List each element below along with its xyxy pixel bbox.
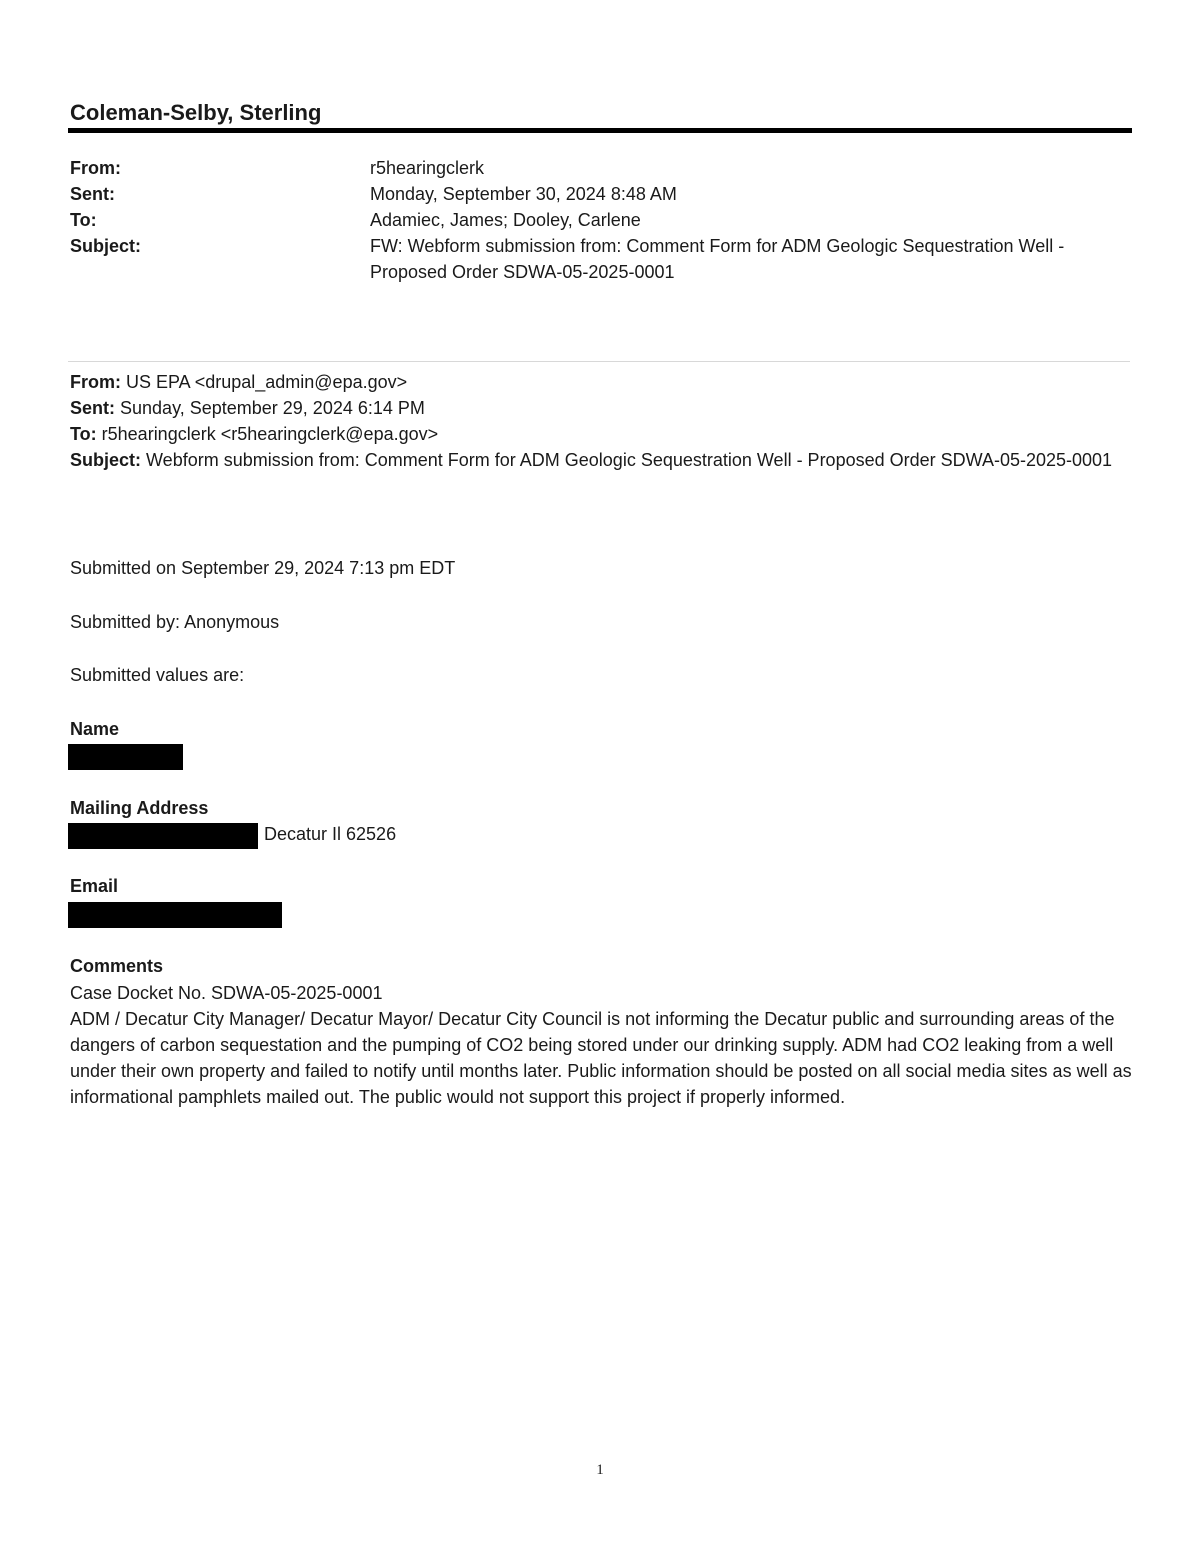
outer-sent-label: Sent: bbox=[70, 184, 115, 204]
forwarded-sent-row bbox=[70, 395, 1130, 421]
submitted-values-line: Submitted values are: bbox=[70, 665, 245, 685]
name-field-label: Name bbox=[70, 719, 120, 739]
submitted-by-line: Submitted by: Anonymous bbox=[70, 612, 280, 632]
outer-to-value: Adamiec, James; Dooley, Carlene bbox=[370, 210, 641, 230]
outer-sent-value: Monday, September 30, 2024 8:48 AM bbox=[370, 184, 677, 204]
mailbox-owner-name: Coleman-Selby, Sterling bbox=[70, 100, 322, 125]
comments-field-label: Comments bbox=[70, 956, 164, 976]
forward-divider bbox=[68, 361, 1130, 362]
mailing-address-redaction bbox=[68, 823, 258, 849]
forwarded-from-label: From: bbox=[70, 372, 126, 392]
email-redaction bbox=[68, 902, 282, 928]
comment-text: ADM / Decatur City Manager/ Decatur Mayor/ Decatur City Council is not informing the Decatur public and surrounding areas of the dangers of carbon sequestation and the pumping of CO2 being stored under our drinking supply. ADM had CO2 leaking from a well under their own property and failed to notify until months later. Public information should be posted on all social media sites as well as informational pamphlets mailed out. The public would not support this project if properly informed. bbox=[70, 1009, 1132, 1107]
forwarded-sent-value: Sunday, September 29, 2024 6:14 PM bbox=[120, 398, 425, 418]
forwarded-to-label: To: bbox=[70, 424, 102, 444]
page-number: 1 bbox=[596, 1462, 604, 1478]
forwarded-subject-value: Webform submission from: Comment Form for ADM Geologic Sequestration Well - Proposed Order SDWA-05-2025-0001 bbox=[146, 450, 1113, 470]
name-redaction bbox=[68, 744, 183, 770]
comments-body bbox=[70, 980, 1132, 1110]
forwarded-to-row bbox=[70, 421, 1130, 447]
outer-from-label: From: bbox=[70, 158, 121, 178]
comment-docket-line: Case Docket No. SDWA-05-2025-0001 bbox=[70, 983, 383, 1003]
mailing-address-label: Mailing Address bbox=[70, 798, 209, 818]
header-divider bbox=[68, 128, 1132, 133]
forwarded-sent-label: Sent: bbox=[70, 398, 121, 418]
email-field-label: Email bbox=[70, 876, 119, 896]
forwarded-from-value: US EPA <drupal_admin@epa.gov> bbox=[126, 372, 408, 392]
forwarded-to-value: r5hearingclerk <r5hearingclerk@epa.gov> bbox=[101, 424, 439, 444]
outer-subject-value: FW: Webform submission from: Comment Form for ADM Geologic Sequestration Well - Proposed Order SDWA-05-2025-0001 bbox=[370, 236, 1065, 282]
mailing-address-city: Decatur Il 62526 bbox=[264, 824, 397, 844]
submitted-on-line: Submitted on September 29, 2024 7:13 pm EDT bbox=[70, 558, 456, 578]
outer-to-label: To: bbox=[70, 210, 97, 230]
forwarded-from-row bbox=[70, 369, 1130, 395]
outer-from-value: r5hearingclerk bbox=[370, 158, 485, 178]
outer-subject-label: Subject: bbox=[70, 236, 142, 256]
forwarded-subject-label: Subject: bbox=[70, 450, 147, 470]
forwarded-subject-row bbox=[70, 447, 1130, 473]
